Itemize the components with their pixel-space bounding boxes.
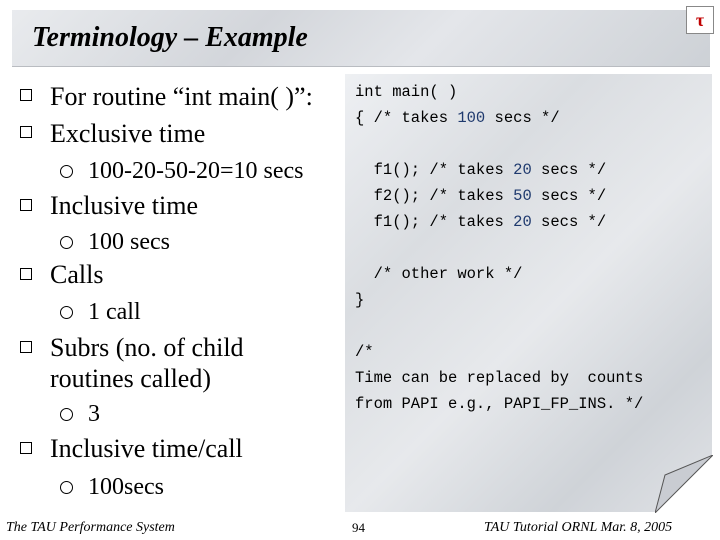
code-text: secs */ [531,187,607,205]
code-number: 20 [513,161,532,179]
footer-right: TAU Tutorial ORNL Mar. 8, 2005 [484,520,673,535]
code-text: f2(); /* takes [355,187,514,205]
bullet-routine: For routine “int main( )”: [50,82,313,111]
circle-bullet-icon [60,165,73,178]
bullet-inclusive-time: Inclusive time [50,191,199,220]
code-text: f1(); /* takes [355,161,514,179]
circle-bullet-icon [60,481,73,494]
bullet-subrs-line2: routines called) [50,364,211,393]
bullet-inclusive-per-call: Inclusive time/call [50,434,243,463]
tau-logo-icon: τ [686,6,714,34]
bullet-subrs-line1: Subrs (no. of child [50,333,244,362]
code-line-comment-1: Time can be replaced by counts [355,369,644,387]
sub-bullet-inclusive-per-call-value: 100secs [88,474,164,500]
code-number: 100 [457,109,486,127]
code-panel [345,74,712,512]
circle-bullet-icon [60,408,73,421]
square-bullet-icon [20,89,32,101]
page-number: 94 [352,520,365,535]
slide-title: Terminology – Example [32,22,308,53]
code-line-comment-open: /* [355,343,374,361]
square-bullet-icon [20,126,32,138]
code-text: secs */ [485,109,560,127]
code-line-f1 [355,160,606,180]
code-line-main: int main( ) [355,83,458,101]
square-bullet-icon [20,341,32,353]
square-bullet-icon [20,442,32,454]
code-text: f1(); /* takes [355,213,514,231]
footer-left: The TAU Performance System [6,520,175,535]
code-text: { /* takes [355,109,458,127]
code-number: 50 [513,187,532,205]
page-curl-icon [655,455,713,513]
code-number: 20 [513,213,532,231]
sub-bullet-exclusive-value: 100-20-50-20=10 secs [88,158,304,184]
code-line-comment-2: from PAPI e.g., PAPI_FP_INS. */ [355,395,644,413]
square-bullet-icon [20,199,32,211]
code-text: secs */ [531,161,607,179]
code-line-f1-again [355,212,606,232]
code-line-close-brace: } [355,291,365,309]
bullet-exclusive-time: Exclusive time [50,119,206,148]
code-line-other-work: /* other work */ [355,265,523,283]
circle-bullet-icon [60,306,73,319]
code-line-f2 [355,186,606,206]
code-line-main-comment [355,108,560,128]
sub-bullet-subrs-value: 3 [88,401,100,427]
bullet-calls: Calls [50,260,104,289]
sub-bullet-inclusive-value: 100 secs [88,229,170,255]
circle-bullet-icon [60,236,73,249]
sub-bullet-calls-value: 1 call [88,299,141,325]
code-text: secs */ [531,213,607,231]
square-bullet-icon [20,268,32,280]
